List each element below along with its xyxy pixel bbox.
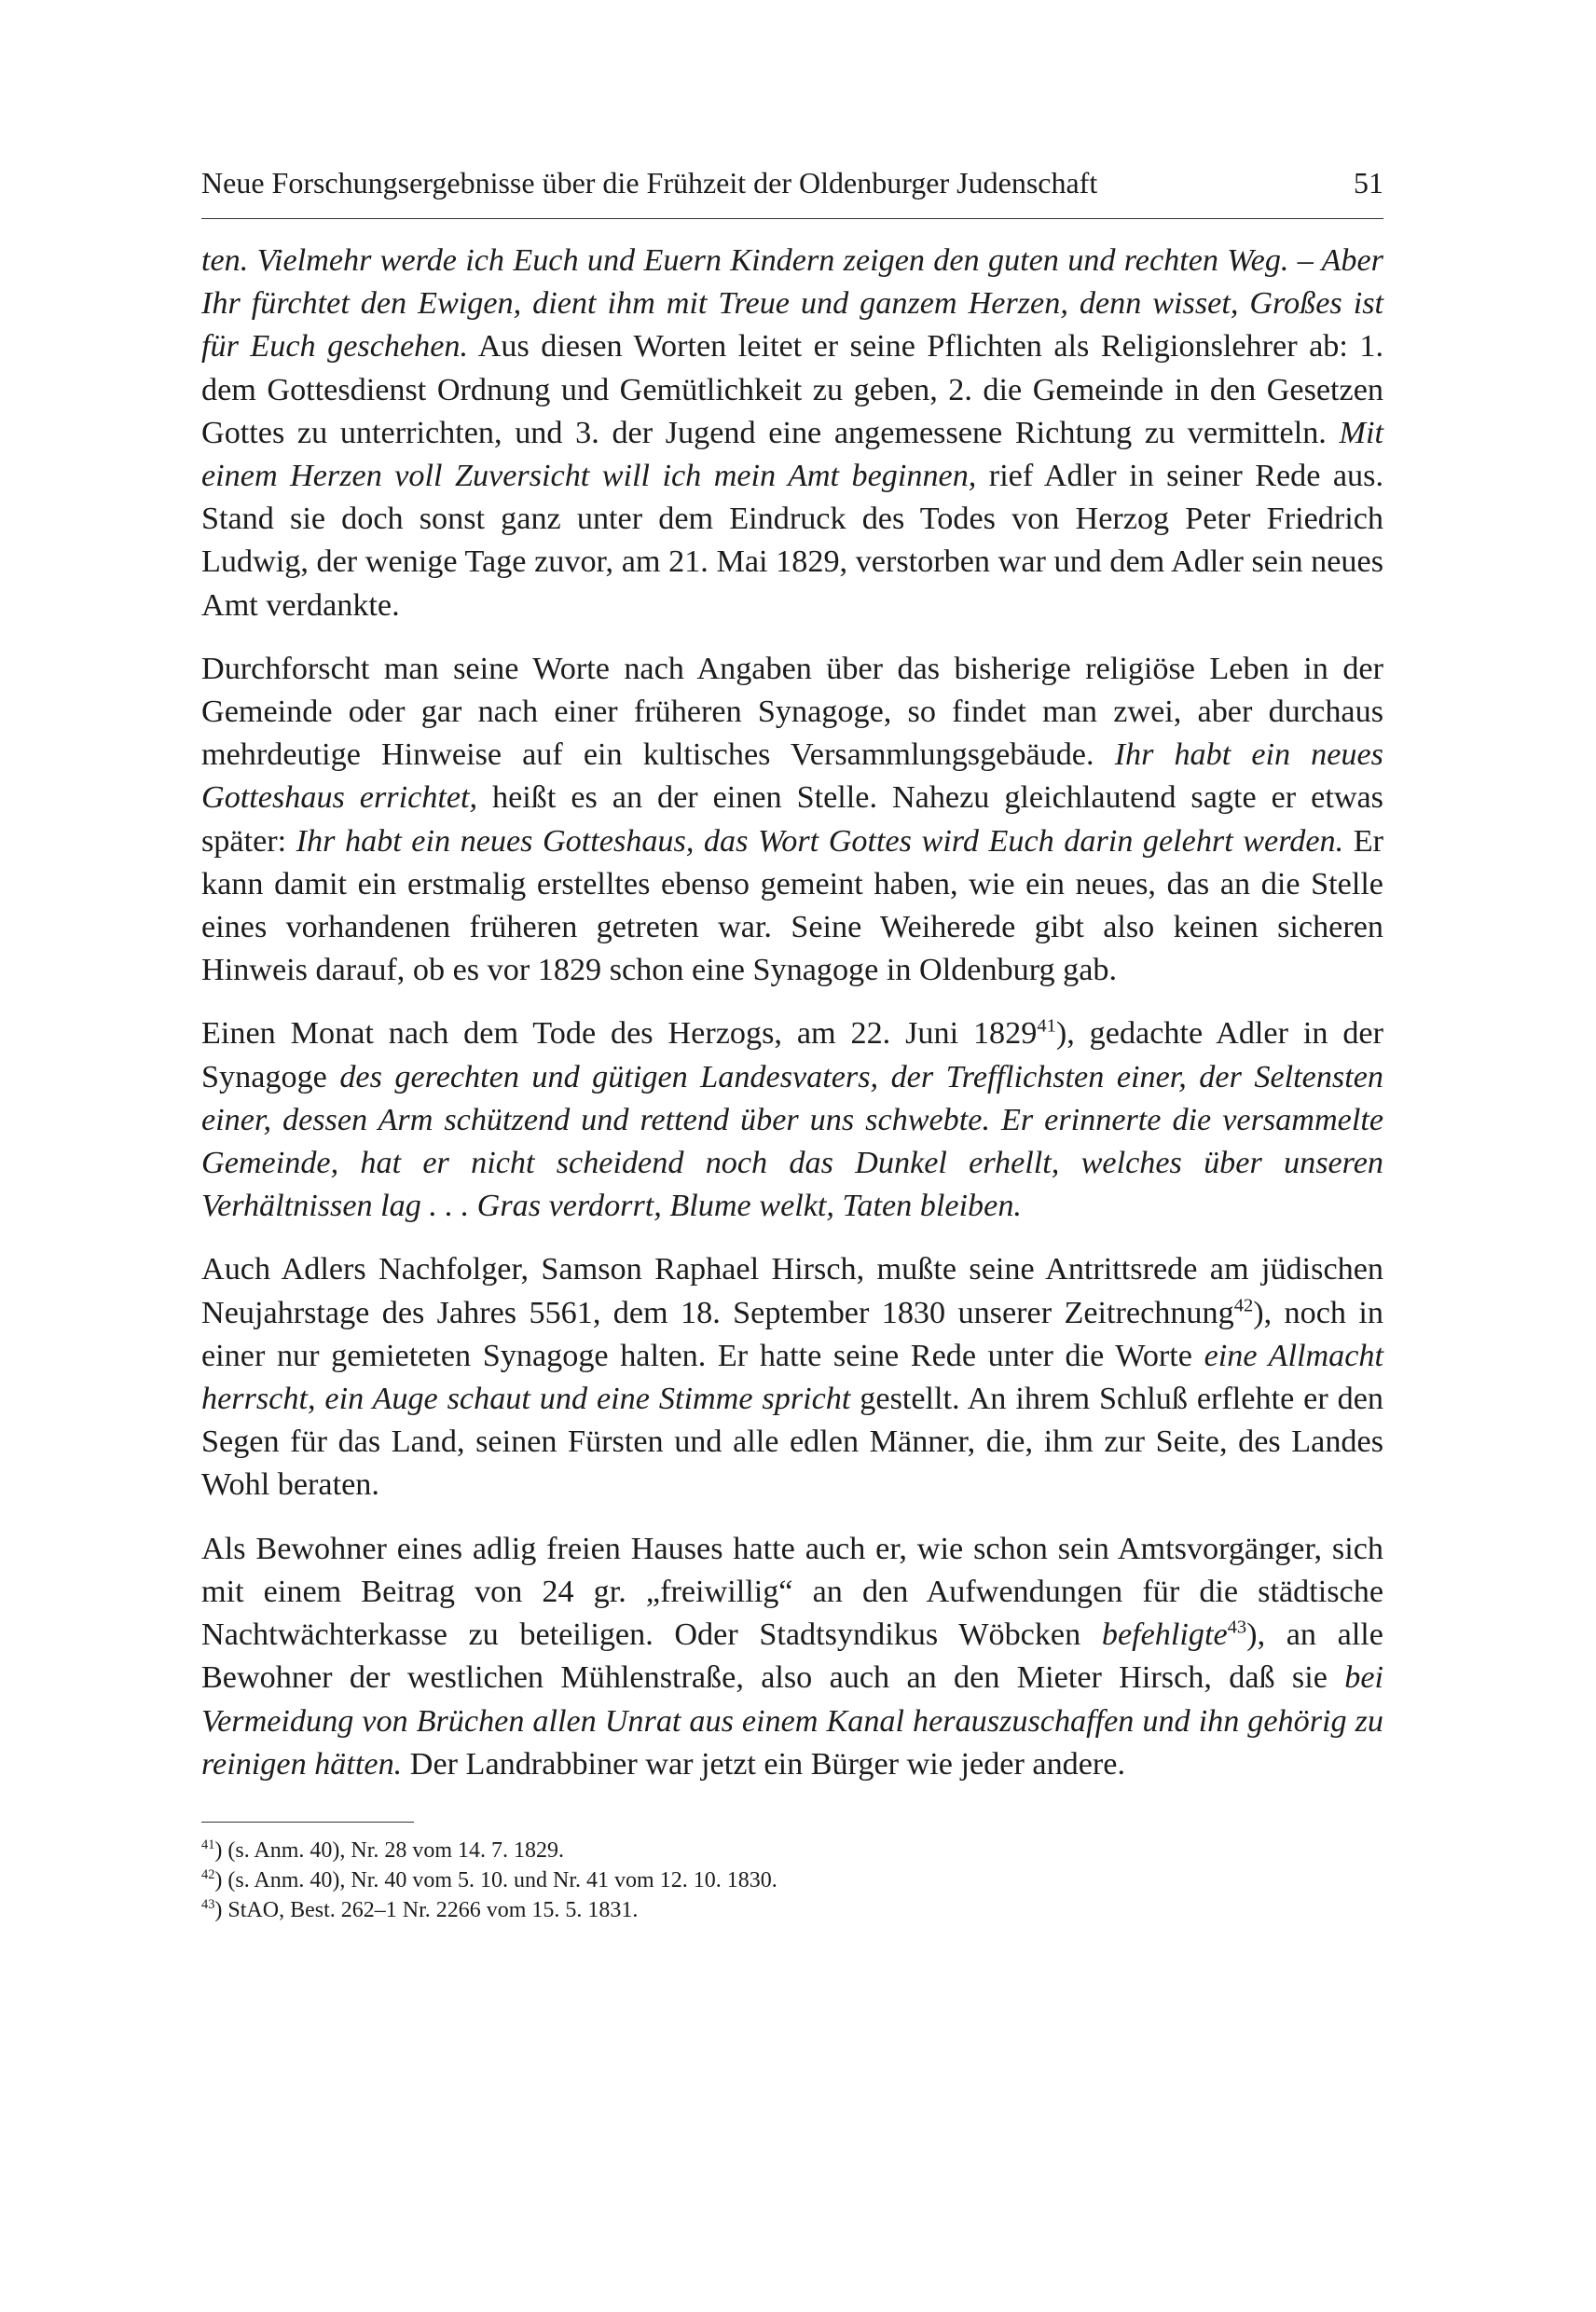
text-run: Der Landrabbiner war jetzt ein Bürger wie jeder andere. — [402, 1746, 1126, 1782]
running-head-title: Neue Forschungsergebnisse über die Frühzeit der Oldenburger Judenschaft — [201, 166, 1098, 200]
paragraph — [201, 648, 1383, 993]
quotation-italic: Mit einem Herzen voll Zuversicht will ich mein Amt beginnen, — [201, 415, 1383, 494]
footnote-text: (s. Anm. 40), Nr. 28 vom 14. 7. 1829. — [227, 1837, 565, 1863]
footnotes — [201, 1836, 1383, 1925]
footnote: $^{41}$) (s. Anm. 40), Nr. 28 vom 14. 7. 1829. — [201, 1837, 565, 1863]
quotation-italic: eine Allmacht herrscht, ein Auge schaut und eine Stimme spricht — [201, 1338, 1383, 1417]
quotation-italic: befehligte — [1101, 1617, 1228, 1653]
paragraph — [201, 1012, 1383, 1228]
footnote-number: 42 — [201, 1866, 215, 1882]
text-run: rief Adler in seiner Rede aus. Stand sie doch sonst ganz unter dem Eindruck des Todes von Herzog Peter Friedrich Ludwig, der wenige Tage zuvor, am 21. Mai 1829, verstorben war und dem Adler sein neues Amt verdankte. — [201, 459, 1384, 623]
footnote-rule — [201, 1822, 414, 1823]
text-run: , gedachte Adler in der Synagoge — [201, 1016, 1383, 1094]
quotation-italic: Ihr habt ein neues Gotteshaus, das Wort Gottes wird Euch darin gelehrt werden. — [296, 823, 1344, 859]
document-page — [201, 164, 1383, 1925]
paragraph — [201, 240, 1383, 627]
text-run: , noch in einer nur gemieteten Synagoge halten. Er hatte seine Rede unter die Worte — [201, 1295, 1383, 1373]
footnote: $^{43}$) StAO, Best. 262–1 Nr. 2266 vom 15. 5. 1831. — [201, 1896, 639, 1922]
footnote-ref: 42 — [1233, 1295, 1254, 1316]
text-run: , an alle Bewohner der westlichen Mühlenstraße, also auch an den Mieter Hirsch, daß sie — [201, 1617, 1383, 1696]
text-run: Aus diesen Worten leitet er seine Pflichten als Religionslehrer ab: 1. dem Gottesdienst Ordnung und Gemütlichkeit zu geben, 2. die Gemeinde in den Gesetzen Gottes zu unterrichten, und 3. der Jugend eine angemessene Richtung zu vermitteln. — [201, 329, 1383, 450]
text-run: Als Bewohner eines adlig freien Hauses hatte auch er, wie schon sein Amtsvorgänger, sich mit einem Beitrag von 24 gr. „freiwillig“ an den Aufwendungen für die städtische Nachtwächterkasse zu beteiligen. Oder Stadtsyndikus Wöbcken — [201, 1531, 1383, 1653]
text-run: gestellt. An ihrem Schluß erflehte er den Segen für das Land, seinen Fürsten und alle edlen Männer, die, ihm zur Seite, des Landes Wohl beraten. — [201, 1382, 1383, 1503]
text-run: Auch Adlers Nachfolger, Samson Raphael Hirsch, mußte seine Antrittsrede am jüdischen Neujahrstage des Jahres 5561, dem 18. September 1830 unserer Zeitrechnung — [201, 1252, 1383, 1330]
text-run: Er kann damit ein erstmalig erstelltes ebenso gemeint haben, wie ein neues, das an die Stelle eines vorhandenen früheren getreten war. Seine Weiherede gibt also keinen sicheren Hinweis darauf, ob es vor 1829 schon eine Synagoge in Oldenburg gab. — [201, 823, 1383, 988]
running-head — [201, 164, 1383, 219]
footnote-ref-paren: ) — [1055, 1016, 1067, 1052]
text-run: Durchforscht man seine Worte nach Angaben über das bisherige religiöse Leben in der Gemeinde oder gar nach einer früheren Synagoge, so findet man zwei, aber durchaus mehrdeutige Hinweise auf ein kultisches Versammlungsgebäude. — [201, 651, 1383, 773]
page-number: 51 — [1354, 166, 1383, 200]
footnote-text: StAO, Best. 262–1 Nr. 2266 vom 15. 5. 1831. — [227, 1897, 639, 1922]
quotation-italic: des gerechten und gütigen Landesvaters, der Trefflichsten einer, der Seltensten einer, dessen Arm schützend und rettend über uns schwebte. Er erinnerte die versammelte Gemeinde, hat er nicht scheidend noch das Dunkel erhellt, welches über unseren Verhältnissen lag . . . Gras verdorrt, Blume welkt, Taten bleiben. — [201, 1059, 1383, 1224]
footnote-ref-paren: ) — [1253, 1295, 1264, 1330]
quotation-italic: ten. Vielmehr werde ich Euch und Euern Kindern zeigen den guten und rechten Weg. – Aber Ihr fürchtet den Ewigen, dient ihm mit Treue und ganzem Herzen, denn wisset, Großes ist für Euch geschehen. — [201, 243, 1383, 365]
footnote-ref-paren: ) — [1246, 1617, 1258, 1653]
paragraph — [201, 1248, 1383, 1507]
footnote-ref: 41 — [1037, 1016, 1056, 1038]
quotation-italic: bei Vermeidung von Brüchen allen Unrat aus einem Kanal herauszuschaffen und ihn gehörig zu reinigen hätten. — [201, 1660, 1383, 1782]
footnote-text: (s. Anm. 40), Nr. 40 vom 5. 10. und Nr. 41 vom 12. 10. 1830. — [227, 1867, 777, 1892]
footnote-ref: 43 — [1227, 1617, 1247, 1638]
text-run: heißt es an der einen Stelle. Nahezu gleichlautend sagte er etwas später: — [201, 780, 1383, 859]
footnote-number: 41 — [201, 1837, 215, 1852]
footnote-number: 43 — [201, 1896, 215, 1912]
text-run: Einen Monat nach dem Tode des Herzogs, am 22. Juni 1829 — [201, 1016, 1038, 1052]
quotation-italic: Ihr habt ein neues Gotteshaus errichtet, — [201, 737, 1383, 816]
footnote: $^{42}$) (s. Anm. 40), Nr. 40 vom 5. 10. und Nr. 41 vom 12. 10. 1830. — [201, 1866, 777, 1892]
paragraph — [201, 1528, 1383, 1786]
body-text — [201, 240, 1383, 1786]
